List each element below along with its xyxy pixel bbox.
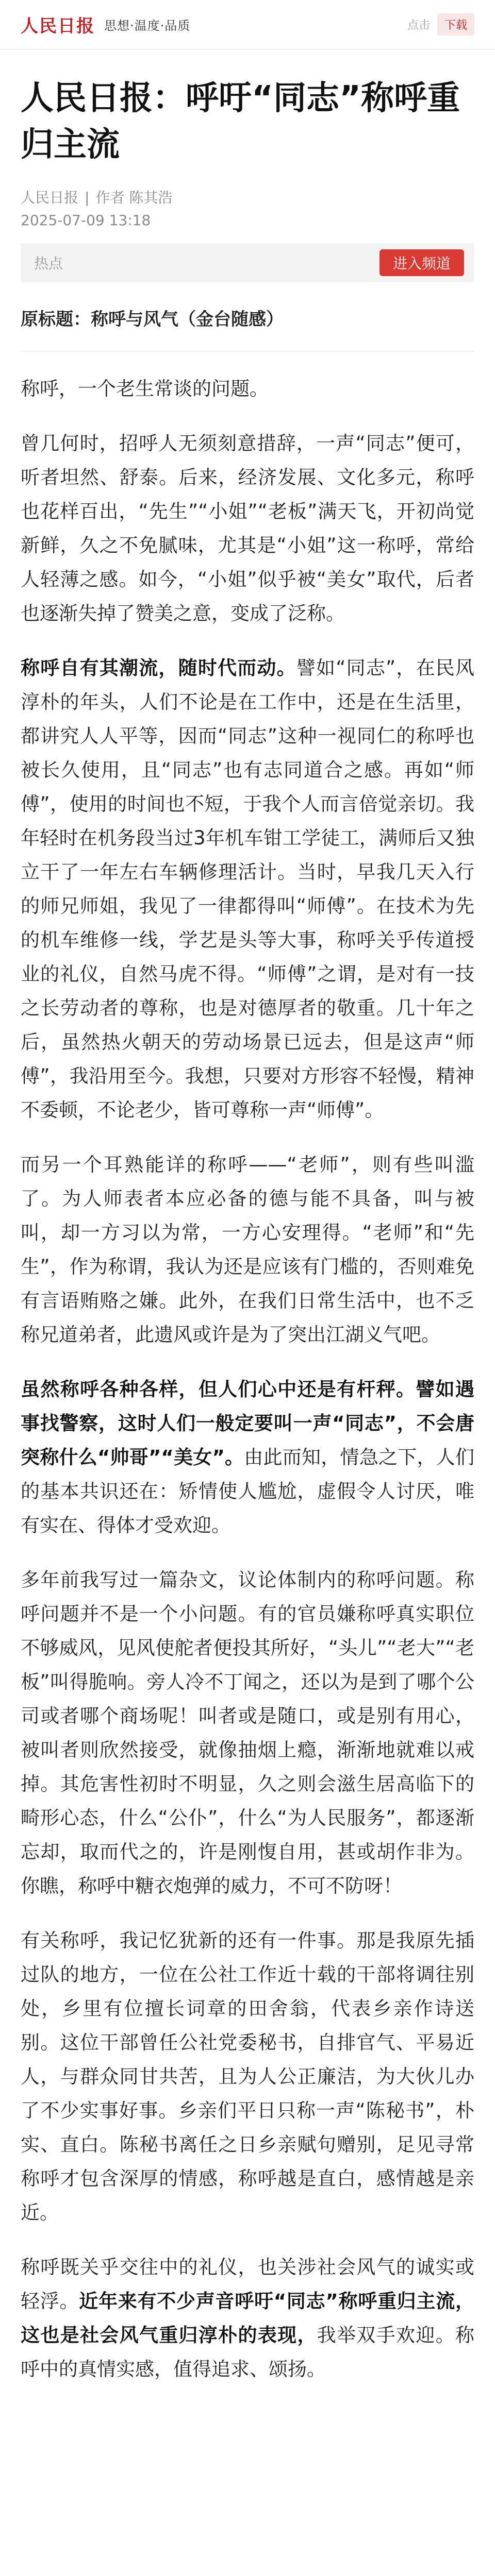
paragraph: 多年前我写过一篇杂文，议论体制内的称呼问题。称呼问题并不是一个小问题。有的官员嫌称呼真实职位不够威风，见风使舵者便投其所好，“头儿”“老大”“老板”叫得脆响。旁人冷不丁闻之，还以为是到了哪个公司或者哪个商场呢！叫者或是随口，或是别有用心，被叫者则欣然接受，就像抽烟上瘾，渐渐地就难以戒掉。其危害性初时不明显，久之则会滋生居高临下的畸形心态，什么“公仆”，什么“为人民服务”，都逐渐忘却，取而代之的，许是刚愎自用，甚或胡作非为。你瞧，称呼中糖衣炮弹的威力，不可不防呀！ (21, 1569, 474, 1897)
app-slogan: 思想·温度·品质 (104, 19, 191, 33)
hot-channel-bar (21, 243, 474, 282)
paragraph-bold: 近年来有不少声音呼吁“同志”称呼重归主流，这也是社会风气重归淳朴的表现， (21, 2290, 474, 2346)
paragraph: 称呼，一个老生常谈的问题。 (21, 378, 269, 400)
original-title: 原标题：称呼与风气（金台随感） (21, 309, 284, 330)
open-link[interactable]: 点击 (407, 19, 430, 32)
article-source[interactable]: 人民日报 (21, 189, 79, 206)
paragraph-bold: 虽然称呼各种各样，但人们心中还是有杆秤。譬如遇事找警察，这时人们一般定要叫一声“同志”，不会唐突称什么“帅哥”“美女”。 (21, 1378, 474, 1468)
paragraph-text: 由此而知，情急之下，人们的基本共识还在：矫情使人尴尬，虚假令人讨厌，唯有实在、得体才受欢迎。 (21, 1446, 475, 1536)
paragraph (21, 651, 474, 1127)
paragraph: 有关称呼，我记忆犹新的还有一件事。那是我原先插过队的地方，一位在公社工作近十载的干部将调往别处，乡里有位擅长词章的田舍翁，代表乡亲作诗送别。这位干部曾任公社党委秘书，自排官气、平易近人，与群众同甘共苦，且为人公正廉洁，为大伙儿办了不少实事好事。乡亲们平日只称一声“陈秘书”，朴实、直白。陈秘书离任之日乡亲赋句赠别，足见寻常称呼才包含深厚的情感，称呼越是直白，感情越是亲近。 (21, 1929, 474, 2224)
paragraph-text: 称呼既关乎交往中的礼仪，也关涉社会风气的诚实或轻浮。 (21, 2256, 474, 2312)
article-title: 人民日报：呼吁“同志”称呼重归主流 (21, 79, 460, 164)
paragraph-text: 譬如“同志”，在民风淳朴的年头，人们不论是在工作中，还是在生活里，都讲究人人平等，因而“同志”这种一视同仁的称呼也被长久使用，且“同志”也有志同道合之感。再如“师傅”，使用的时间也不短，于我个人而言倍觉亲切。我年轻时在机务段当过3年机车钳工学徒工，满师后又独立干了一年左右车辆修理活计。当时，早我几天入行的师兄师姐，我见了一律都得叫“师傅”。在技术为先的机车维修一线，学艺是头等大事，称呼关乎传道授业的礼仪，自然马虎不得。“师傅”之谓，是对有一技之长劳动者的尊称，也是对德厚者的敬重。几十年之后，虽然热火朝天的劳动场景已远去，但是这声“师傅”，我沿用至今。我想，只要对方形容不轻慢，精神不委顿，不论老少，皆可尊称一声“师傅”。 (21, 657, 475, 1121)
paragraph-bold: 称呼自有其潮流，随时代而动。 (21, 657, 296, 679)
paragraph (21, 1372, 474, 1543)
people-daily-logo[interactable]: 人民日报 (21, 16, 95, 37)
paragraph: 曾几何时，招呼人无须刻意措辞，一声“同志”便可，听者坦然、舒泰。后来，经济发展、文化多元，称呼也花样百出，“先生”“小姐”“老板”满天飞，开初尚觉新鲜，久之不免腻味，尤其是“小姐”这一称呼，常给人轻薄之感。如今，“小姐”似乎被“美女”取代，后者也逐渐失掉了赞美之意，变成了泛称。 (21, 432, 474, 624)
top-right-actions (407, 13, 474, 36)
paragraph (21, 2250, 474, 2386)
article-meta (21, 187, 474, 209)
article-paragraphs (0, 351, 495, 2386)
article-body (0, 282, 495, 330)
meta-separator: | (85, 189, 90, 206)
article-header (0, 49, 495, 232)
article-datetime: 2025-07-09 13:18 (21, 212, 151, 229)
enter-channel-button[interactable]: 进入频道 (380, 249, 464, 276)
article-author: 作者 陈其浩 (95, 189, 173, 206)
paragraph-text: 我举双手欢迎。称呼中的真情实感，值得追求、颂扬。 (21, 2324, 475, 2380)
hot-label: 热点 (34, 255, 63, 272)
download-button[interactable]: 下载 (437, 13, 474, 36)
paragraph: 而另一个耳熟能详的称呼——“老师”，则有些叫滥了。为人师表者本应必备的德与能不具备，叫与被叫，却一方习以为常，一方心安理得。“老师”和“先生”，作为称谓，我认为还是应该有门槛的，否则难免有言语贿赂之嫌。此外，在我们日常生活中，也不乏称兄道弟者，此遗风或许是为了突出江湖义气吧。 (21, 1154, 474, 1346)
top-bar (0, 0, 495, 49)
